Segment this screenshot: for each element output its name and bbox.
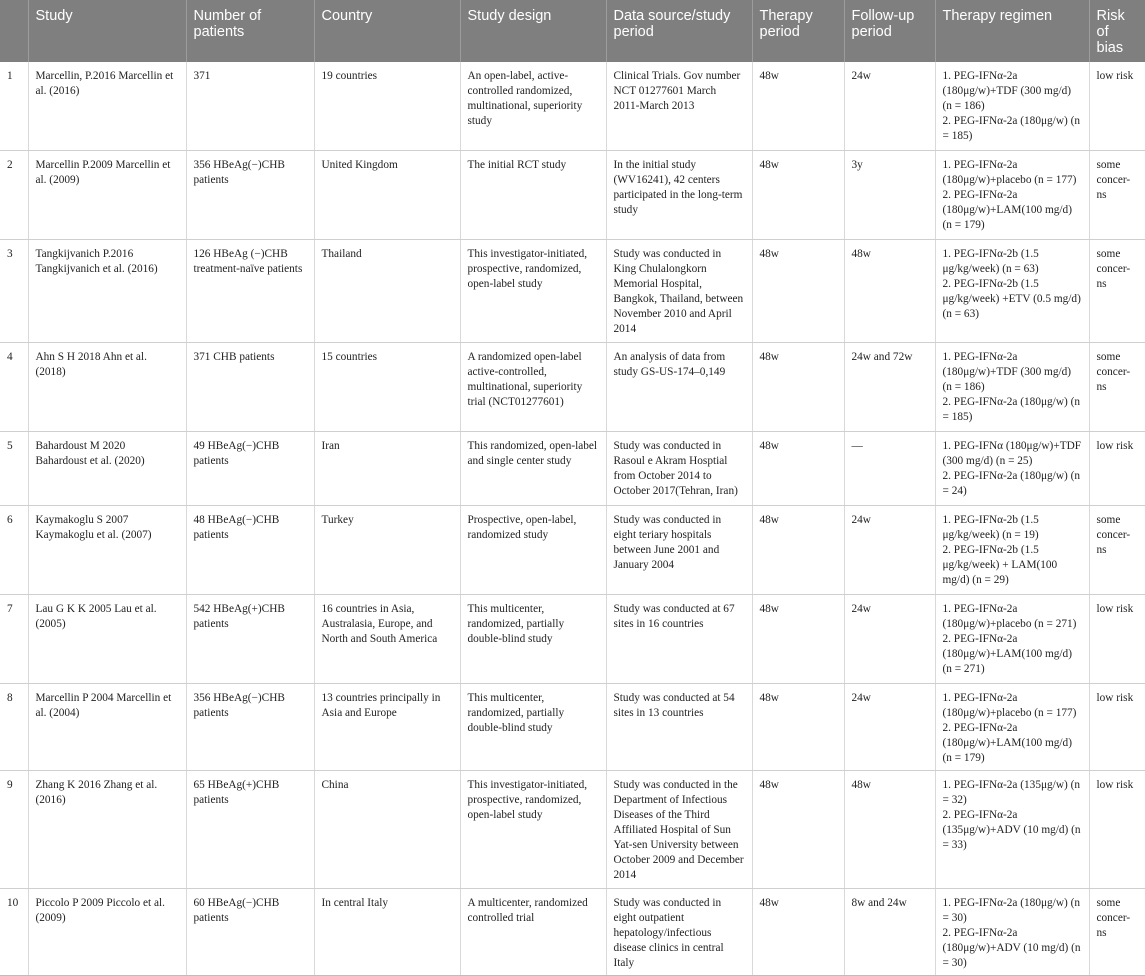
cell-country: 16 countries in Asia, Australasia, Europe, and North and South America — [314, 595, 460, 684]
header-regimen: Therapy regimen — [935, 0, 1089, 62]
cell-regimen — [935, 506, 1089, 595]
cell-country: In central Italy — [314, 889, 460, 976]
cell-study: Marcellin P.2009 Marcellin et al. (2009) — [28, 151, 186, 240]
header-design: Study design — [460, 0, 606, 62]
table-row — [0, 240, 1145, 343]
cell-followup-period: 24w — [844, 506, 935, 595]
cell-risk: low risk — [1089, 771, 1145, 889]
cell-patients: 65 HBeAg(+)CHB patients — [186, 771, 314, 889]
cell-regimen — [935, 151, 1089, 240]
cell-followup-period: 24w — [844, 684, 935, 771]
regimen-arm-2: 2. PEG-IFNα-2a (180μg/w) (n = 185) — [942, 115, 1080, 142]
cell-study: Marcellin P 2004 Marcellin et al. (2004) — [28, 684, 186, 771]
cell-followup-period: 24w — [844, 595, 935, 684]
regimen-arm-2: 2. PEG-IFNα-2a (135μg/w)+ADV (10 mg/d) (n = 33) — [942, 809, 1081, 851]
cell-study: Lau G K K 2005 Lau et al. (2005) — [28, 595, 186, 684]
regimen-arm-2: 2. PEG-IFNα-2a (180μg/w)+ADV (10 mg/d) (n = 30) — [942, 927, 1081, 969]
cell-design: This multicenter, randomized, partially double-blind study — [460, 595, 606, 684]
header-therapy-period: Therapy period — [752, 0, 844, 62]
header-risk: Risk of bias — [1089, 0, 1145, 62]
cell-risk: some concer-ns — [1089, 889, 1145, 976]
regimen-arm-1: 1. PEG-IFNα-2a (180μg/w)+placebo (n = 177) — [942, 692, 1077, 719]
cell-country: United Kingdom — [314, 151, 460, 240]
cell-country: 13 countries principally in Asia and Europe — [314, 684, 460, 771]
cell-design: An open-label, active-controlled randomized, multinational, superiority study — [460, 62, 606, 151]
cell-design: A randomized open-label active-controlled, multinational, superiority trial (NCT01277601) — [460, 343, 606, 432]
cell-index: 7 — [0, 595, 28, 684]
cell-design: A multicenter, randomized controlled trial — [460, 889, 606, 976]
cell-followup-period: — — [844, 432, 935, 506]
cell-therapy-period: 48w — [752, 62, 844, 151]
cell-followup-period: 3y — [844, 151, 935, 240]
cell-regimen — [935, 432, 1089, 506]
regimen-arm-1: 1. PEG-IFNα-2a (180μg/w)+placebo (n = 177) — [942, 159, 1077, 186]
table-row — [0, 343, 1145, 432]
regimen-arm-1: 1. PEG-IFNα-2a (180μg/w)+placebo (n = 271) — [942, 603, 1077, 630]
cell-risk: some concer-ns — [1089, 151, 1145, 240]
cell-index: 9 — [0, 771, 28, 889]
cell-study: Zhang K 2016 Zhang et al. (2016) — [28, 771, 186, 889]
regimen-arm-1: 1. PEG-IFNα-2a (135μg/w) (n = 32) — [942, 779, 1080, 806]
cell-risk: low risk — [1089, 62, 1145, 151]
cell-index: 2 — [0, 151, 28, 240]
cell-study: Tangkijvanich P.2016 Tangkijvanich et al. (2016) — [28, 240, 186, 343]
cell-therapy-period: 48w — [752, 343, 844, 432]
table-row — [0, 595, 1145, 684]
cell-therapy-period: 48w — [752, 771, 844, 889]
cell-patients: 49 HBeAg(−)CHB patients — [186, 432, 314, 506]
cell-risk: some concer-ns — [1089, 506, 1145, 595]
header-country: Country — [314, 0, 460, 62]
cell-country: China — [314, 771, 460, 889]
table-row — [0, 62, 1145, 151]
regimen-arm-1: 1. PEG-IFNα-2a (180μg/w)+TDF (300 mg/d) (n = 186) — [942, 351, 1072, 393]
table-row — [0, 684, 1145, 771]
cell-regimen — [935, 595, 1089, 684]
cell-followup-period: 24w and 72w — [844, 343, 935, 432]
cell-design: Prospective, open-label, randomized study — [460, 506, 606, 595]
cell-index: 4 — [0, 343, 28, 432]
cell-risk: low risk — [1089, 595, 1145, 684]
regimen-arm-2: 2. PEG-IFNα-2a (180μg/w)+LAM(100 mg/d) (n = 271) — [942, 633, 1072, 675]
cell-source: Study was conducted in the Department of Infectious Diseases of the Third Affiliated Hospital of Sun Yat-sen University between October 2009 and December 2014 — [606, 771, 752, 889]
cell-therapy-period: 48w — [752, 432, 844, 506]
cell-patients: 371 CHB patients — [186, 343, 314, 432]
table-row — [0, 889, 1145, 976]
cell-regimen — [935, 684, 1089, 771]
cell-source: In the initial study (WV16241), 42 centers participated in the long-term study — [606, 151, 752, 240]
cell-regimen — [935, 62, 1089, 151]
header-followup-period: Follow-up period — [844, 0, 935, 62]
cell-design: This investigator-initiated, prospective, randomized, open-label study — [460, 771, 606, 889]
table-row — [0, 506, 1145, 595]
cell-index: 1 — [0, 62, 28, 151]
cell-risk: low risk — [1089, 684, 1145, 771]
cell-study: Kaymakoglu S 2007 Kaymakoglu et al. (2007) — [28, 506, 186, 595]
table-row — [0, 771, 1145, 889]
cell-design: This multicenter, randomized, partially double-blind study — [460, 684, 606, 771]
cell-country: 15 countries — [314, 343, 460, 432]
cell-patients: 542 HBeAg(+)CHB patients — [186, 595, 314, 684]
cell-design: The initial RCT study — [460, 151, 606, 240]
table-row — [0, 432, 1145, 506]
regimen-arm-2: 2. PEG-IFNα-2a (180μg/w) (n = 185) — [942, 396, 1080, 423]
cell-study: Bahardoust M 2020 Bahardoust et al. (2020) — [28, 432, 186, 506]
cell-therapy-period: 48w — [752, 240, 844, 343]
cell-followup-period: 24w — [844, 62, 935, 151]
cell-regimen — [935, 889, 1089, 976]
cell-therapy-period: 48w — [752, 151, 844, 240]
cell-regimen — [935, 343, 1089, 432]
cell-source: Study was conducted in King Chulalongkorn Memorial Hospital, Bangkok, Thailand, between November 2010 and April 2014 — [606, 240, 752, 343]
header-source: Data source/study period — [606, 0, 752, 62]
cell-index: 8 — [0, 684, 28, 771]
cell-index: 5 — [0, 432, 28, 506]
cell-risk: some concer-ns — [1089, 343, 1145, 432]
cell-patients: 371 — [186, 62, 314, 151]
header-index — [0, 0, 28, 62]
cell-index: 10 — [0, 889, 28, 976]
cell-study: Marcellin, P.2016 Marcellin et al. (2016) — [28, 62, 186, 151]
cell-risk: some concer-ns — [1089, 240, 1145, 343]
cell-country: 19 countries — [314, 62, 460, 151]
cell-followup-period: 48w — [844, 771, 935, 889]
header-row — [0, 0, 1145, 62]
cell-patients: 60 HBeAg(−)CHB patients — [186, 889, 314, 976]
cell-study: Ahn S H 2018 Ahn et al. (2018) — [28, 343, 186, 432]
cell-regimen — [935, 771, 1089, 889]
cell-patients: 126 HBeAg (−)CHB treatment-naïve patients — [186, 240, 314, 343]
header-patients: Number of patients — [186, 0, 314, 62]
cell-index: 6 — [0, 506, 28, 595]
header-study: Study — [28, 0, 186, 62]
cell-source: Study was conducted at 54 sites in 13 countries — [606, 684, 752, 771]
cell-therapy-period: 48w — [752, 889, 844, 976]
cell-patients: 48 HBeAg(−)CHB patients — [186, 506, 314, 595]
regimen-arm-2: 2. PEG-IFNα-2b (1.5 μg/kg/week) +ETV (0.5 mg/d) (n = 63) — [942, 278, 1081, 320]
regimen-arm-1: 1. PEG-IFNα-2a (180μg/w)+TDF (300 mg/d) (n = 186) — [942, 70, 1072, 112]
cell-country: Iran — [314, 432, 460, 506]
table-row — [0, 151, 1145, 240]
cell-therapy-period: 48w — [752, 684, 844, 771]
cell-country: Turkey — [314, 506, 460, 595]
cell-followup-period: 48w — [844, 240, 935, 343]
cell-therapy-period: 48w — [752, 506, 844, 595]
cell-source: Study was conducted in eight outpatient hepatology/infectious disease clinics in central Italy — [606, 889, 752, 976]
regimen-arm-1: 1. PEG-IFNα-2b (1.5 μg/kg/week) (n = 63) — [942, 248, 1039, 275]
regimen-arm-1: 1. PEG-IFNα-2a (180μg/w) (n = 30) — [942, 897, 1080, 924]
cell-patients: 356 HBeAg(−)CHB patients — [186, 151, 314, 240]
regimen-arm-2: 2. PEG-IFNα-2a (180μg/w) (n = 24) — [942, 470, 1080, 497]
cell-country: Thailand — [314, 240, 460, 343]
cell-regimen — [935, 240, 1089, 343]
cell-design: This randomized, open-label and single center study — [460, 432, 606, 506]
cell-source: Study was conducted in Rasoul e Akram Hosptial from October 2014 to October 2017(Tehran, Iran) — [606, 432, 752, 506]
cell-source: Clinical Trials. Gov number NCT 01277601 March 2011-March 2013 — [606, 62, 752, 151]
cell-source: Study was conducted at 67 sites in 16 countries — [606, 595, 752, 684]
regimen-arm-1: 1. PEG-IFNα-2b (1.5 μg/kg/week) (n = 19) — [942, 514, 1039, 541]
cell-source: Study was conducted in eight teriary hospitals between June 2001 and January 2004 — [606, 506, 752, 595]
cell-followup-period: 8w and 24w — [844, 889, 935, 976]
cell-patients: 356 HBeAg(−)CHB patients — [186, 684, 314, 771]
regimen-arm-2: 2. PEG-IFNα-2a (180μg/w)+LAM(100 mg/d) (n = 179) — [942, 189, 1072, 231]
cell-therapy-period: 48w — [752, 595, 844, 684]
cell-index: 3 — [0, 240, 28, 343]
regimen-arm-2: 2. PEG-IFNα-2a (180μg/w)+LAM(100 mg/d) (n = 179) — [942, 722, 1072, 764]
cell-design: This investigator-initiated, prospective, randomized, open-label study — [460, 240, 606, 343]
cell-risk: low risk — [1089, 432, 1145, 506]
regimen-arm-2: 2. PEG-IFNα-2b (1.5 μg/kg/week) + LAM(100 mg/d) (n = 29) — [942, 544, 1058, 586]
table-header — [0, 0, 1145, 62]
regimen-arm-1: 1. PEG-IFNα (180μg/w)+TDF (300 mg/d) (n = 25) — [942, 440, 1082, 467]
cell-study: Piccolo P 2009 Piccolo et al. (2009) — [28, 889, 186, 976]
table-body — [0, 62, 1145, 976]
cell-source: An analysis of data from study GS-US-174–0,149 — [606, 343, 752, 432]
